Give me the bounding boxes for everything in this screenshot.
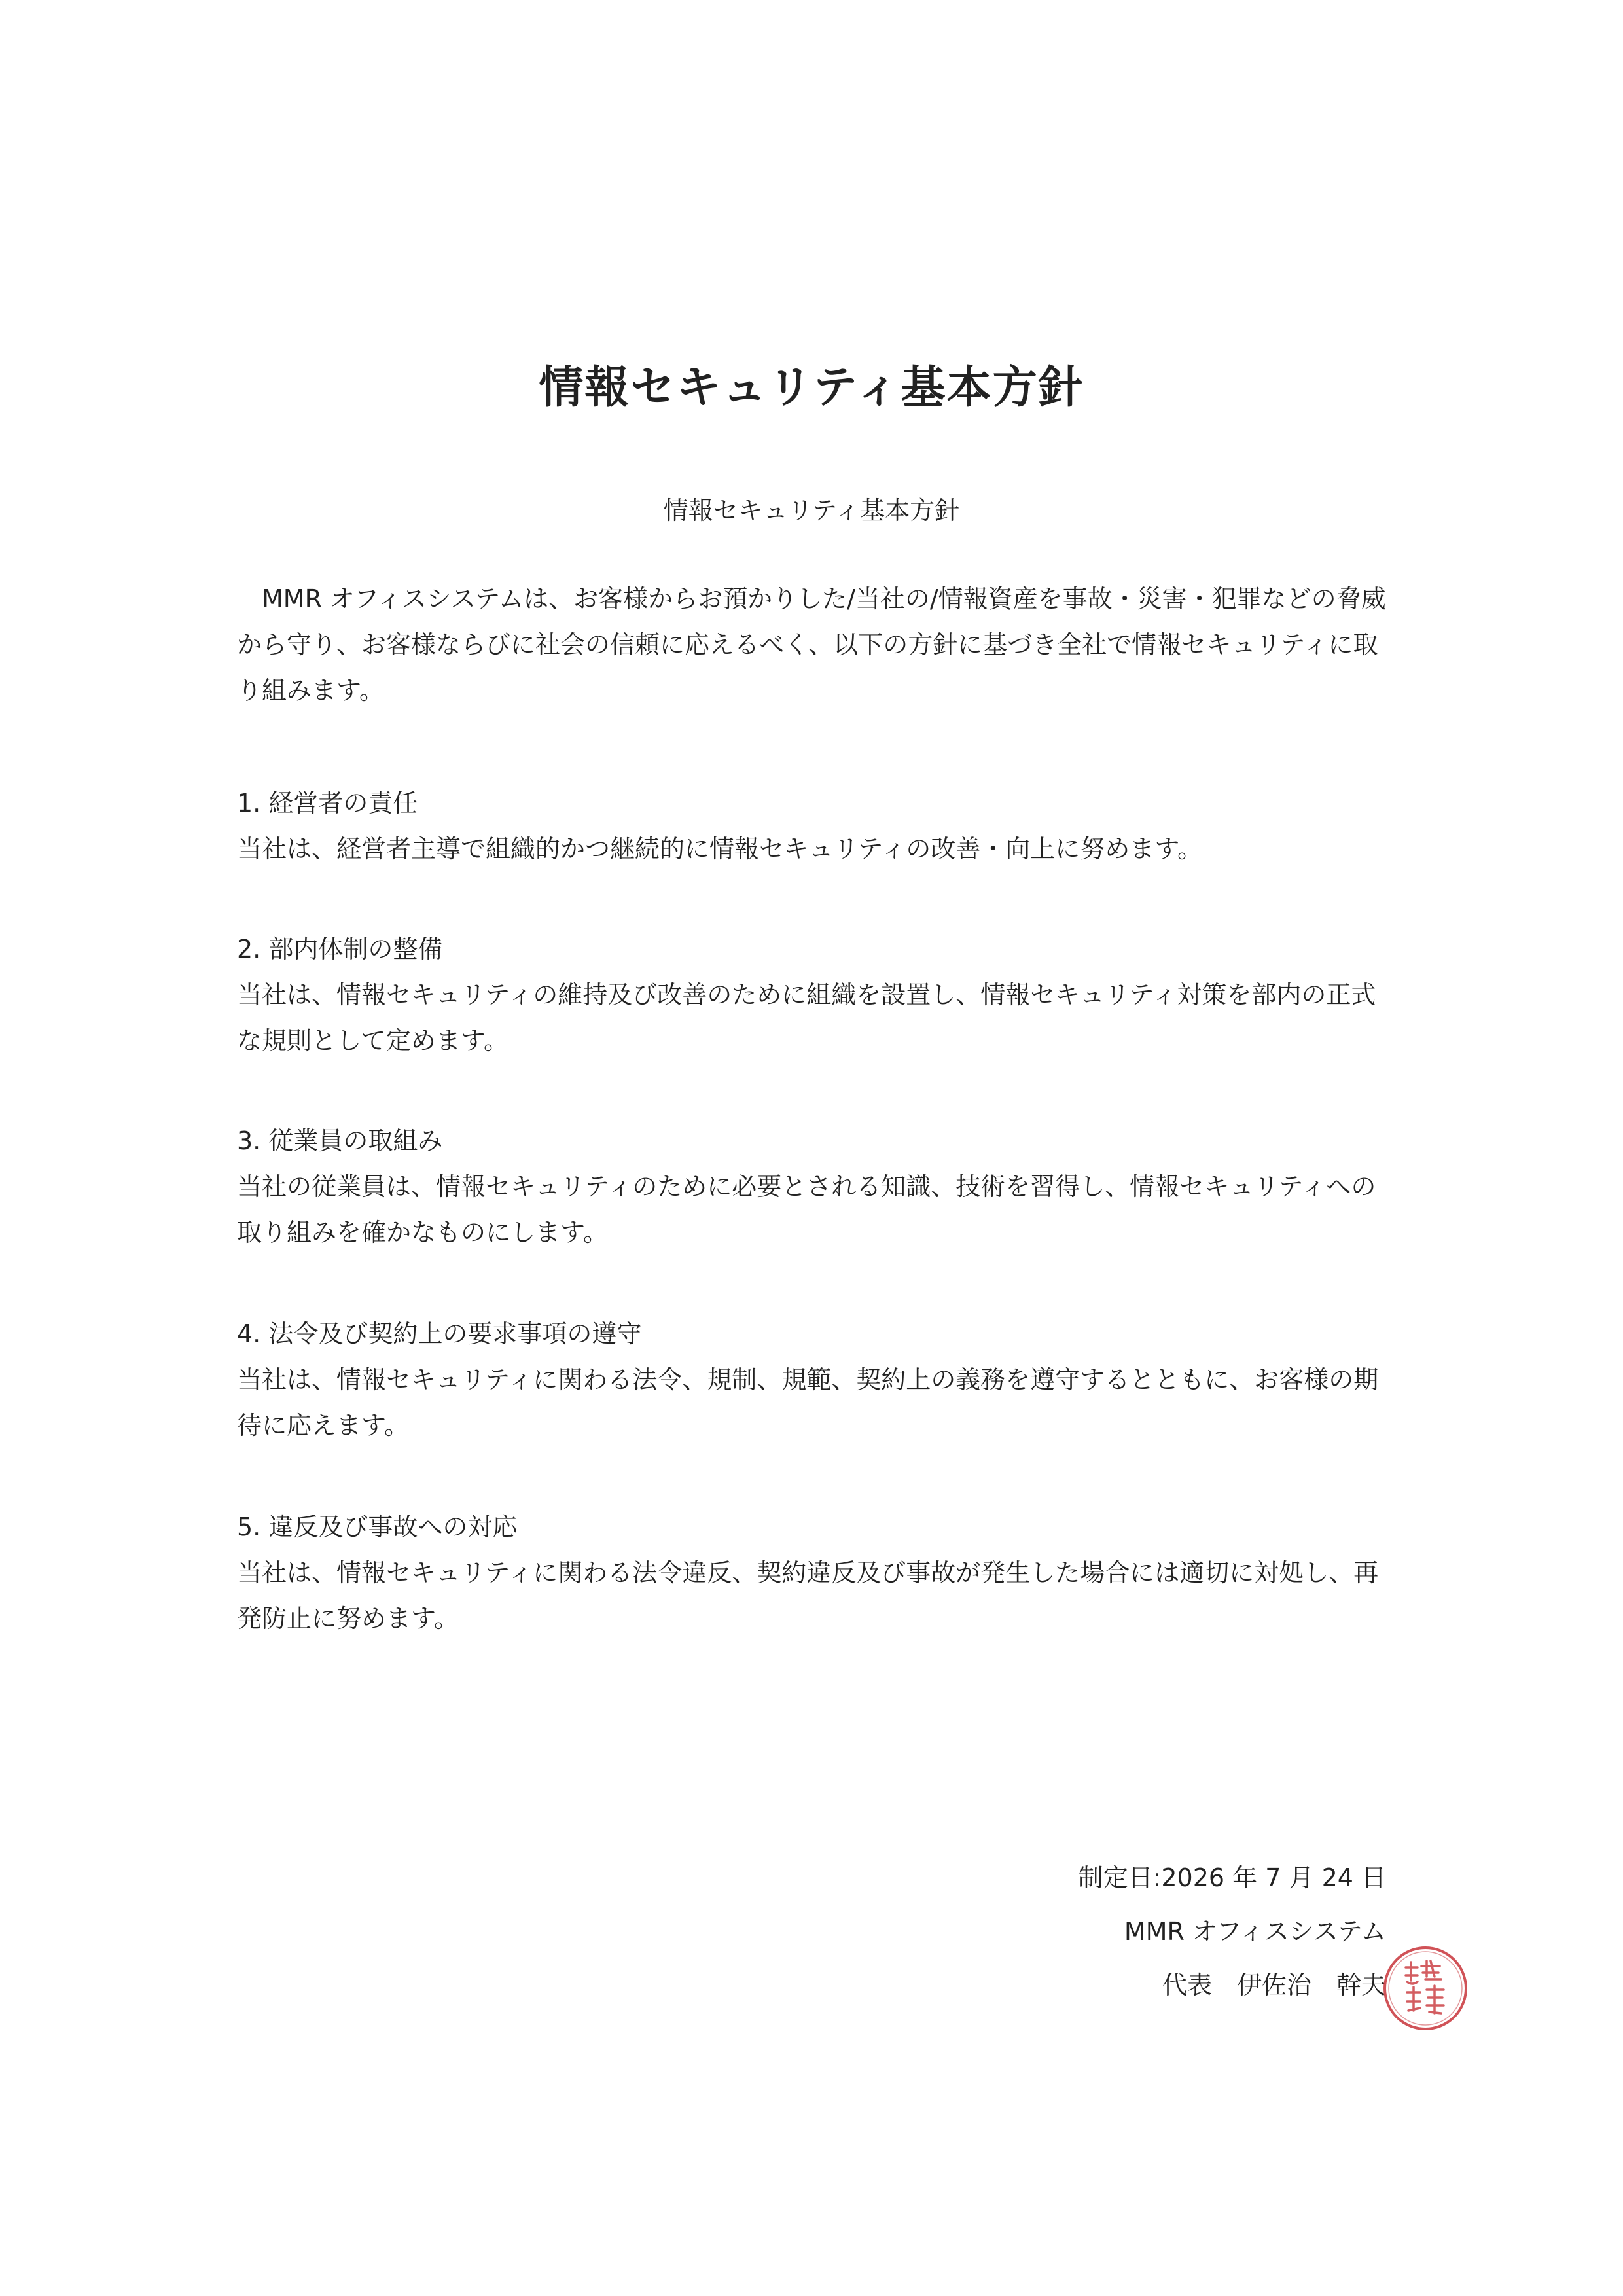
policy-section-2 (237, 926, 1386, 1064)
section-heading: 4. 法令及び契約上の要求事項の遵守 (237, 1319, 642, 1348)
section-text: 当社は、情報セキュリティに関わる法令、規制、規範、契約上の義務を遵守するとともに、お客様の期待に応えます。 (237, 1365, 1379, 1440)
document-subtitle: 情報セキュリティ基本方針 (663, 496, 960, 525)
company-name: MMR オフィスシステム (1124, 1917, 1386, 1946)
signature-block (1079, 1851, 1386, 2012)
policy-section-5 (237, 1504, 1386, 1641)
policy-section-1 (237, 780, 1386, 872)
section-text: 当社の従業員は、情報セキュリティのために必要とされる知識、技術を習得し、情報セキュリティへの取り組みを確かなものにします。 (237, 1172, 1376, 1247)
company-seal-stamp (1380, 1943, 1471, 2034)
section-text: 当社は、情報セキュリティに関わる法令違反、契約違反及び事故が発生した場合には適切に対処し、再発防止に努めます。 (237, 1558, 1379, 1633)
intro-paragraph: MMR オフィスシステムは、お客様からお預かりした/当社の/情報資産を事故・災害・犯罪などの脅威から守り、お客様ならびに社会の信頼に応えるべく、以下の方針に基づき全社で情報セキュリティに取り組みます。 (237, 584, 1386, 705)
policy-section-4 (237, 1311, 1386, 1448)
section-text: 当社は、経営者主導で組織的かつ継続的に情報セキュリティの改善・向上に努めます。 (237, 834, 1203, 863)
enactment-date: 制定日:2026 年 7 月 24 日 (1078, 1863, 1386, 1892)
representative-name: 代表 伊佐治 幹夫 (1162, 1971, 1386, 2000)
document-title: 情報セキュリティ基本方針 (539, 362, 1084, 414)
section-heading: 3. 従業員の取組み (237, 1126, 443, 1155)
section-heading: 2. 部内体制の整備 (237, 935, 443, 963)
policy-section-3 (237, 1118, 1386, 1255)
section-heading: 1. 経営者の責任 (237, 789, 418, 817)
section-text: 当社は、情報セキュリティの維持及び改善のために組織を設置し、情報セキュリティ対策を部内の正式な規則として定めます。 (237, 980, 1376, 1055)
section-heading: 5. 違反及び事故への対応 (237, 1513, 518, 1541)
